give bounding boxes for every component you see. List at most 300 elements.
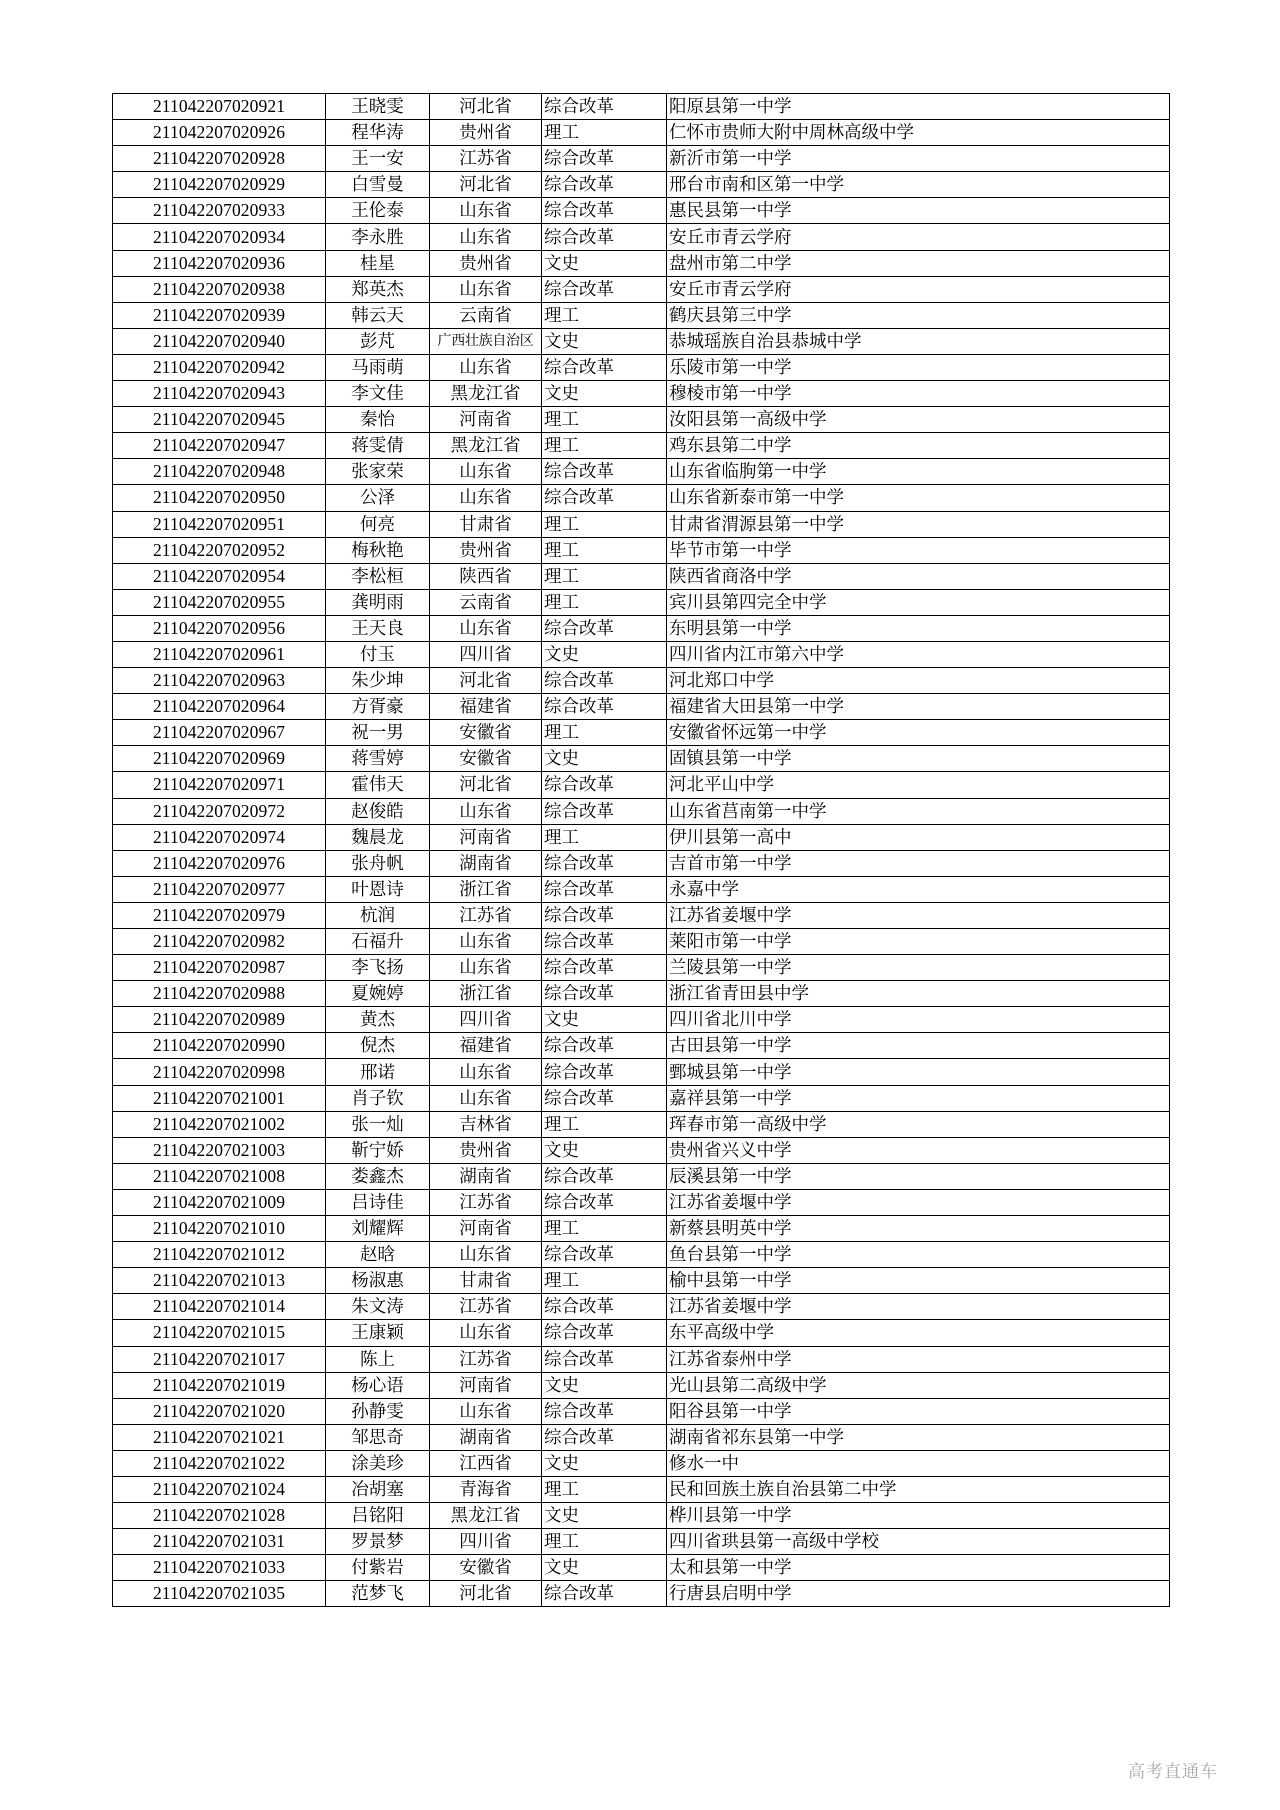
table-row — [113, 902, 1170, 928]
cell-student-name: 石福升 — [326, 929, 430, 955]
cell-province: 浙江省 — [430, 981, 542, 1007]
cell-candidate-id: 211042207020954 — [113, 563, 326, 589]
cell-subject-track: 综合改革 — [542, 929, 667, 955]
table-row — [113, 433, 1170, 459]
cell-candidate-id: 211042207020939 — [113, 302, 326, 328]
cell-student-name: 桂星 — [326, 250, 430, 276]
cell-candidate-id: 211042207020952 — [113, 537, 326, 563]
cell-high-school: 珲春市第一高级中学 — [667, 1111, 1170, 1137]
cell-high-school: 安丘市青云学府 — [667, 224, 1170, 250]
cell-province: 山东省 — [430, 485, 542, 511]
cell-candidate-id: 211042207020929 — [113, 172, 326, 198]
cell-high-school: 四川省北川中学 — [667, 1007, 1170, 1033]
cell-candidate-id: 211042207020943 — [113, 381, 326, 407]
cell-subject-track: 文史 — [542, 328, 667, 354]
cell-student-name: 刘耀辉 — [326, 1216, 430, 1242]
cell-student-name: 马雨萌 — [326, 354, 430, 380]
cell-high-school: 河北郑口中学 — [667, 668, 1170, 694]
cell-student-name: 朱文涛 — [326, 1294, 430, 1320]
cell-student-name: 范梦飞 — [326, 1581, 430, 1607]
cell-student-name: 邹思奇 — [326, 1424, 430, 1450]
cell-candidate-id: 211042207020987 — [113, 955, 326, 981]
cell-candidate-id: 211042207021002 — [113, 1111, 326, 1137]
table-row — [113, 1450, 1170, 1476]
cell-candidate-id: 211042207020998 — [113, 1059, 326, 1085]
table-row — [113, 1007, 1170, 1033]
cell-subject-track: 综合改革 — [542, 354, 667, 380]
cell-subject-track: 文史 — [542, 1555, 667, 1581]
cell-candidate-id: 211042207021009 — [113, 1189, 326, 1215]
cell-candidate-id: 211042207020974 — [113, 824, 326, 850]
cell-high-school: 江苏省姜堰中学 — [667, 902, 1170, 928]
cell-student-name: 邢诺 — [326, 1059, 430, 1085]
cell-candidate-id: 211042207021017 — [113, 1346, 326, 1372]
cell-high-school: 辰溪县第一中学 — [667, 1163, 1170, 1189]
cell-high-school: 仁怀市贵师大附中周林高级中学 — [667, 120, 1170, 146]
table-row — [113, 250, 1170, 276]
cell-high-school: 惠民县第一中学 — [667, 198, 1170, 224]
cell-subject-track: 综合改革 — [542, 198, 667, 224]
table-row — [113, 772, 1170, 798]
cell-high-school: 兰陵县第一中学 — [667, 955, 1170, 981]
cell-candidate-id: 211042207020950 — [113, 485, 326, 511]
cell-subject-track: 理工 — [542, 302, 667, 328]
table-row — [113, 641, 1170, 667]
cell-candidate-id: 211042207021031 — [113, 1529, 326, 1555]
cell-high-school: 太和县第一中学 — [667, 1555, 1170, 1581]
table-row — [113, 876, 1170, 902]
table-row — [113, 1424, 1170, 1450]
cell-subject-track: 理工 — [542, 1476, 667, 1502]
cell-subject-track: 综合改革 — [542, 172, 667, 198]
cell-student-name: 霍伟天 — [326, 772, 430, 798]
cell-student-name: 王一安 — [326, 146, 430, 172]
cell-province: 青海省 — [430, 1476, 542, 1502]
cell-high-school: 鹤庆县第三中学 — [667, 302, 1170, 328]
cell-high-school: 阳谷县第一中学 — [667, 1398, 1170, 1424]
cell-student-name: 李松桓 — [326, 563, 430, 589]
cell-candidate-id: 211042207021033 — [113, 1555, 326, 1581]
table-row — [113, 1476, 1170, 1502]
cell-subject-track: 文史 — [542, 250, 667, 276]
cell-province: 贵州省 — [430, 1137, 542, 1163]
cell-province: 江苏省 — [430, 1346, 542, 1372]
table-row — [113, 1320, 1170, 1346]
cell-candidate-id: 211042207020961 — [113, 641, 326, 667]
cell-high-school: 甘肃省渭源县第一中学 — [667, 511, 1170, 537]
cell-subject-track: 理工 — [542, 1529, 667, 1555]
cell-high-school: 永嘉中学 — [667, 876, 1170, 902]
cell-subject-track: 文史 — [542, 1450, 667, 1476]
cell-candidate-id: 211042207020982 — [113, 929, 326, 955]
cell-high-school: 邢台市南和区第一中学 — [667, 172, 1170, 198]
cell-subject-track: 理工 — [542, 1216, 667, 1242]
cell-candidate-id: 211042207021028 — [113, 1503, 326, 1529]
table-row — [113, 1503, 1170, 1529]
table-row — [113, 1529, 1170, 1555]
cell-province: 河北省 — [430, 1581, 542, 1607]
cell-province: 湖南省 — [430, 1163, 542, 1189]
cell-candidate-id: 211042207021003 — [113, 1137, 326, 1163]
cell-subject-track: 综合改革 — [542, 1189, 667, 1215]
cell-student-name: 魏晨龙 — [326, 824, 430, 850]
cell-student-name: 黄杰 — [326, 1007, 430, 1033]
cell-candidate-id: 211042207020956 — [113, 615, 326, 641]
cell-candidate-id: 211042207021015 — [113, 1320, 326, 1346]
table-row — [113, 1581, 1170, 1607]
cell-subject-track: 综合改革 — [542, 1581, 667, 1607]
cell-province: 黑龙江省 — [430, 381, 542, 407]
cell-student-name: 李飞扬 — [326, 955, 430, 981]
cell-student-name: 冶胡塞 — [326, 1476, 430, 1502]
table-row — [113, 563, 1170, 589]
cell-province: 福建省 — [430, 694, 542, 720]
cell-student-name: 张舟帆 — [326, 850, 430, 876]
cell-student-name: 白雪曼 — [326, 172, 430, 198]
cell-high-school: 新蔡县明英中学 — [667, 1216, 1170, 1242]
cell-candidate-id: 211042207020940 — [113, 328, 326, 354]
cell-high-school: 榆中县第一中学 — [667, 1268, 1170, 1294]
table-row — [113, 981, 1170, 1007]
table-row — [113, 407, 1170, 433]
cell-student-name: 王晓雯 — [326, 94, 430, 120]
cell-high-school: 汝阳县第一高级中学 — [667, 407, 1170, 433]
table-row — [113, 1137, 1170, 1163]
cell-high-school: 固镇县第一中学 — [667, 746, 1170, 772]
cell-candidate-id: 211042207021020 — [113, 1398, 326, 1424]
cell-candidate-id: 211042207020933 — [113, 198, 326, 224]
cell-subject-track: 综合改革 — [542, 798, 667, 824]
cell-province: 甘肃省 — [430, 1268, 542, 1294]
table-row — [113, 955, 1170, 981]
table-row — [113, 850, 1170, 876]
cell-province: 云南省 — [430, 589, 542, 615]
cell-high-school: 东平高级中学 — [667, 1320, 1170, 1346]
cell-candidate-id: 211042207020938 — [113, 276, 326, 302]
cell-high-school: 桦川县第一中学 — [667, 1503, 1170, 1529]
cell-subject-track: 文史 — [542, 1503, 667, 1529]
cell-province: 安徽省 — [430, 746, 542, 772]
cell-candidate-id: 211042207020969 — [113, 746, 326, 772]
cell-province: 贵州省 — [430, 250, 542, 276]
cell-student-name: 赵晗 — [326, 1242, 430, 1268]
cell-province: 河南省 — [430, 1216, 542, 1242]
cell-high-school: 穆棱市第一中学 — [667, 381, 1170, 407]
table-row — [113, 198, 1170, 224]
cell-student-name: 付玉 — [326, 641, 430, 667]
cell-province: 山东省 — [430, 354, 542, 380]
cell-province: 山东省 — [430, 955, 542, 981]
cell-province: 山东省 — [430, 224, 542, 250]
cell-candidate-id: 211042207020967 — [113, 720, 326, 746]
cell-province: 山东省 — [430, 459, 542, 485]
cell-student-name: 彭芃 — [326, 328, 430, 354]
cell-province: 安徽省 — [430, 720, 542, 746]
cell-subject-track: 综合改革 — [542, 1163, 667, 1189]
cell-high-school: 江苏省姜堰中学 — [667, 1294, 1170, 1320]
cell-province: 湖南省 — [430, 1424, 542, 1450]
cell-candidate-id: 211042207021013 — [113, 1268, 326, 1294]
cell-high-school: 莱阳市第一中学 — [667, 929, 1170, 955]
cell-province: 陕西省 — [430, 563, 542, 589]
table-row — [113, 929, 1170, 955]
cell-student-name: 付紫岩 — [326, 1555, 430, 1581]
table-row — [113, 1372, 1170, 1398]
cell-student-name: 方胥豪 — [326, 694, 430, 720]
cell-student-name: 夏婉婷 — [326, 981, 430, 1007]
cell-province: 江西省 — [430, 1450, 542, 1476]
cell-candidate-id: 211042207020947 — [113, 433, 326, 459]
table-row — [113, 1398, 1170, 1424]
cell-high-school: 鸡东县第二中学 — [667, 433, 1170, 459]
cell-province: 河北省 — [430, 668, 542, 694]
cell-student-name: 秦怡 — [326, 407, 430, 433]
cell-subject-track: 综合改革 — [542, 615, 667, 641]
cell-candidate-id: 211042207020955 — [113, 589, 326, 615]
cell-student-name: 何亮 — [326, 511, 430, 537]
cell-high-school: 贵州省兴义中学 — [667, 1137, 1170, 1163]
cell-province: 江苏省 — [430, 1189, 542, 1215]
cell-student-name: 杨心语 — [326, 1372, 430, 1398]
cell-student-name: 孙静雯 — [326, 1398, 430, 1424]
cell-subject-track: 理工 — [542, 589, 667, 615]
cell-candidate-id: 211042207020928 — [113, 146, 326, 172]
cell-candidate-id: 211042207020972 — [113, 798, 326, 824]
table-row — [113, 381, 1170, 407]
cell-province: 四川省 — [430, 641, 542, 667]
cell-high-school: 福建省大田县第一中学 — [667, 694, 1170, 720]
table-row — [113, 694, 1170, 720]
cell-subject-track: 综合改革 — [542, 146, 667, 172]
table-row — [113, 824, 1170, 850]
cell-subject-track: 理工 — [542, 1111, 667, 1137]
cell-candidate-id: 211042207020942 — [113, 354, 326, 380]
table-row — [113, 302, 1170, 328]
cell-province: 湖南省 — [430, 850, 542, 876]
cell-province: 云南省 — [430, 302, 542, 328]
cell-student-name: 赵俊皓 — [326, 798, 430, 824]
table-row — [113, 120, 1170, 146]
cell-province: 江苏省 — [430, 146, 542, 172]
cell-province: 甘肃省 — [430, 511, 542, 537]
cell-province: 河北省 — [430, 94, 542, 120]
cell-student-name: 肖子钦 — [326, 1085, 430, 1111]
table-row — [113, 615, 1170, 641]
cell-subject-track: 理工 — [542, 824, 667, 850]
cell-province: 山东省 — [430, 1085, 542, 1111]
cell-candidate-id: 211042207020979 — [113, 902, 326, 928]
cell-subject-track: 文史 — [542, 1372, 667, 1398]
cell-candidate-id: 211042207020926 — [113, 120, 326, 146]
cell-high-school: 鱼台县第一中学 — [667, 1242, 1170, 1268]
cell-province: 四川省 — [430, 1007, 542, 1033]
cell-subject-track: 理工 — [542, 433, 667, 459]
cell-subject-track: 综合改革 — [542, 1424, 667, 1450]
cell-province: 河南省 — [430, 1372, 542, 1398]
cell-candidate-id: 211042207021012 — [113, 1242, 326, 1268]
cell-student-name: 罗景梦 — [326, 1529, 430, 1555]
cell-student-name: 涂美珍 — [326, 1450, 430, 1476]
table-row — [113, 172, 1170, 198]
cell-candidate-id: 211042207020964 — [113, 694, 326, 720]
cell-high-school: 光山县第二高级中学 — [667, 1372, 1170, 1398]
cell-candidate-id: 211042207020921 — [113, 94, 326, 120]
cell-student-name: 龚明雨 — [326, 589, 430, 615]
cell-student-name: 王天良 — [326, 615, 430, 641]
cell-high-school: 山东省莒南第一中学 — [667, 798, 1170, 824]
cell-candidate-id: 211042207021010 — [113, 1216, 326, 1242]
cell-high-school: 浙江省青田县中学 — [667, 981, 1170, 1007]
cell-candidate-id: 211042207020990 — [113, 1033, 326, 1059]
cell-subject-track: 综合改革 — [542, 694, 667, 720]
cell-student-name: 祝一男 — [326, 720, 430, 746]
cell-province: 江苏省 — [430, 902, 542, 928]
cell-subject-track: 综合改革 — [542, 850, 667, 876]
table-row — [113, 746, 1170, 772]
cell-province: 贵州省 — [430, 120, 542, 146]
cell-province: 福建省 — [430, 1033, 542, 1059]
cell-subject-track: 综合改革 — [542, 902, 667, 928]
cell-student-name: 杨淑惠 — [326, 1268, 430, 1294]
cell-province: 广西壮族自治区 — [430, 328, 542, 354]
cell-candidate-id: 211042207020971 — [113, 772, 326, 798]
cell-candidate-id: 211042207020936 — [113, 250, 326, 276]
cell-student-name: 靳宁娇 — [326, 1137, 430, 1163]
cell-province: 贵州省 — [430, 537, 542, 563]
cell-student-name: 张家荣 — [326, 459, 430, 485]
cell-subject-track: 综合改革 — [542, 1033, 667, 1059]
cell-high-school: 恭城瑶族自治县恭城中学 — [667, 328, 1170, 354]
cell-candidate-id: 211042207020945 — [113, 407, 326, 433]
cell-high-school: 修水一中 — [667, 1450, 1170, 1476]
table-row — [113, 459, 1170, 485]
table-row — [113, 485, 1170, 511]
cell-province: 山东省 — [430, 276, 542, 302]
cell-subject-track: 综合改革 — [542, 1242, 667, 1268]
cell-subject-track: 综合改革 — [542, 1059, 667, 1085]
cell-province: 浙江省 — [430, 876, 542, 902]
table-row — [113, 1268, 1170, 1294]
table-row — [113, 1059, 1170, 1085]
cell-province: 安徽省 — [430, 1555, 542, 1581]
watermark-label: 高考直通车 — [1128, 1762, 1218, 1782]
table-row — [113, 798, 1170, 824]
cell-subject-track: 综合改革 — [542, 459, 667, 485]
cell-subject-track: 文史 — [542, 1007, 667, 1033]
admission-roster-table — [112, 93, 1170, 1607]
cell-subject-track: 综合改革 — [542, 772, 667, 798]
cell-high-school: 安徽省怀远第一中学 — [667, 720, 1170, 746]
table-row — [113, 1346, 1170, 1372]
table-row — [113, 1216, 1170, 1242]
cell-province: 黑龙江省 — [430, 433, 542, 459]
cell-subject-track: 综合改革 — [542, 981, 667, 1007]
cell-student-name: 蒋雯倩 — [326, 433, 430, 459]
table-row — [113, 354, 1170, 380]
cell-high-school: 宾川县第四完全中学 — [667, 589, 1170, 615]
cell-student-name: 陈上 — [326, 1346, 430, 1372]
cell-high-school: 山东省新泰市第一中学 — [667, 485, 1170, 511]
table-row — [113, 537, 1170, 563]
table-row — [113, 1189, 1170, 1215]
cell-candidate-id: 211042207021035 — [113, 1581, 326, 1607]
table-row — [113, 1242, 1170, 1268]
table-row — [113, 589, 1170, 615]
cell-candidate-id: 211042207020934 — [113, 224, 326, 250]
cell-student-name: 朱少坤 — [326, 668, 430, 694]
cell-high-school: 东明县第一中学 — [667, 615, 1170, 641]
cell-candidate-id: 211042207020948 — [113, 459, 326, 485]
cell-student-name: 王伦泰 — [326, 198, 430, 224]
cell-subject-track: 理工 — [542, 1268, 667, 1294]
cell-province: 山东省 — [430, 1398, 542, 1424]
cell-student-name: 张一灿 — [326, 1111, 430, 1137]
table-row — [113, 1033, 1170, 1059]
cell-subject-track: 综合改革 — [542, 276, 667, 302]
cell-student-name: 李文佳 — [326, 381, 430, 407]
cell-high-school: 毕节市第一中学 — [667, 537, 1170, 563]
cell-candidate-id: 211042207021008 — [113, 1163, 326, 1189]
cell-candidate-id: 211042207020977 — [113, 876, 326, 902]
cell-high-school: 江苏省姜堰中学 — [667, 1189, 1170, 1215]
cell-province: 四川省 — [430, 1529, 542, 1555]
cell-subject-track: 文史 — [542, 381, 667, 407]
cell-province: 河北省 — [430, 172, 542, 198]
cell-subject-track: 综合改革 — [542, 955, 667, 981]
cell-student-name: 蒋雪婷 — [326, 746, 430, 772]
cell-subject-track: 理工 — [542, 407, 667, 433]
cell-province: 河南省 — [430, 407, 542, 433]
cell-student-name: 梅秋艳 — [326, 537, 430, 563]
cell-student-name: 杭润 — [326, 902, 430, 928]
table-row — [113, 720, 1170, 746]
cell-student-name: 吕诗佳 — [326, 1189, 430, 1215]
cell-candidate-id: 211042207021021 — [113, 1424, 326, 1450]
table-row — [113, 1085, 1170, 1111]
table-row — [113, 276, 1170, 302]
cell-high-school: 行唐县启明中学 — [667, 1581, 1170, 1607]
cell-province: 河南省 — [430, 824, 542, 850]
cell-subject-track: 理工 — [542, 120, 667, 146]
table-row — [113, 146, 1170, 172]
cell-subject-track: 综合改革 — [542, 1320, 667, 1346]
cell-province: 山东省 — [430, 198, 542, 224]
table-row — [113, 224, 1170, 250]
cell-high-school: 伊川县第一高中 — [667, 824, 1170, 850]
table-row — [113, 1163, 1170, 1189]
cell-candidate-id: 211042207021022 — [113, 1450, 326, 1476]
table-row — [113, 328, 1170, 354]
cell-subject-track: 综合改革 — [542, 668, 667, 694]
cell-candidate-id: 211042207021024 — [113, 1476, 326, 1502]
table-row — [113, 511, 1170, 537]
cell-subject-track: 理工 — [542, 563, 667, 589]
table-row — [113, 1555, 1170, 1581]
cell-candidate-id: 211042207020963 — [113, 668, 326, 694]
cell-subject-track: 综合改革 — [542, 1398, 667, 1424]
cell-province: 山东省 — [430, 798, 542, 824]
table-row — [113, 94, 1170, 120]
cell-subject-track: 文史 — [542, 1137, 667, 1163]
cell-student-name: 娄鑫杰 — [326, 1163, 430, 1189]
cell-high-school: 吉首市第一中学 — [667, 850, 1170, 876]
cell-province: 河北省 — [430, 772, 542, 798]
cell-high-school: 山东省临朐第一中学 — [667, 459, 1170, 485]
cell-subject-track: 综合改革 — [542, 94, 667, 120]
cell-high-school: 江苏省泰州中学 — [667, 1346, 1170, 1372]
cell-subject-track: 综合改革 — [542, 485, 667, 511]
cell-high-school: 古田县第一中学 — [667, 1033, 1170, 1059]
